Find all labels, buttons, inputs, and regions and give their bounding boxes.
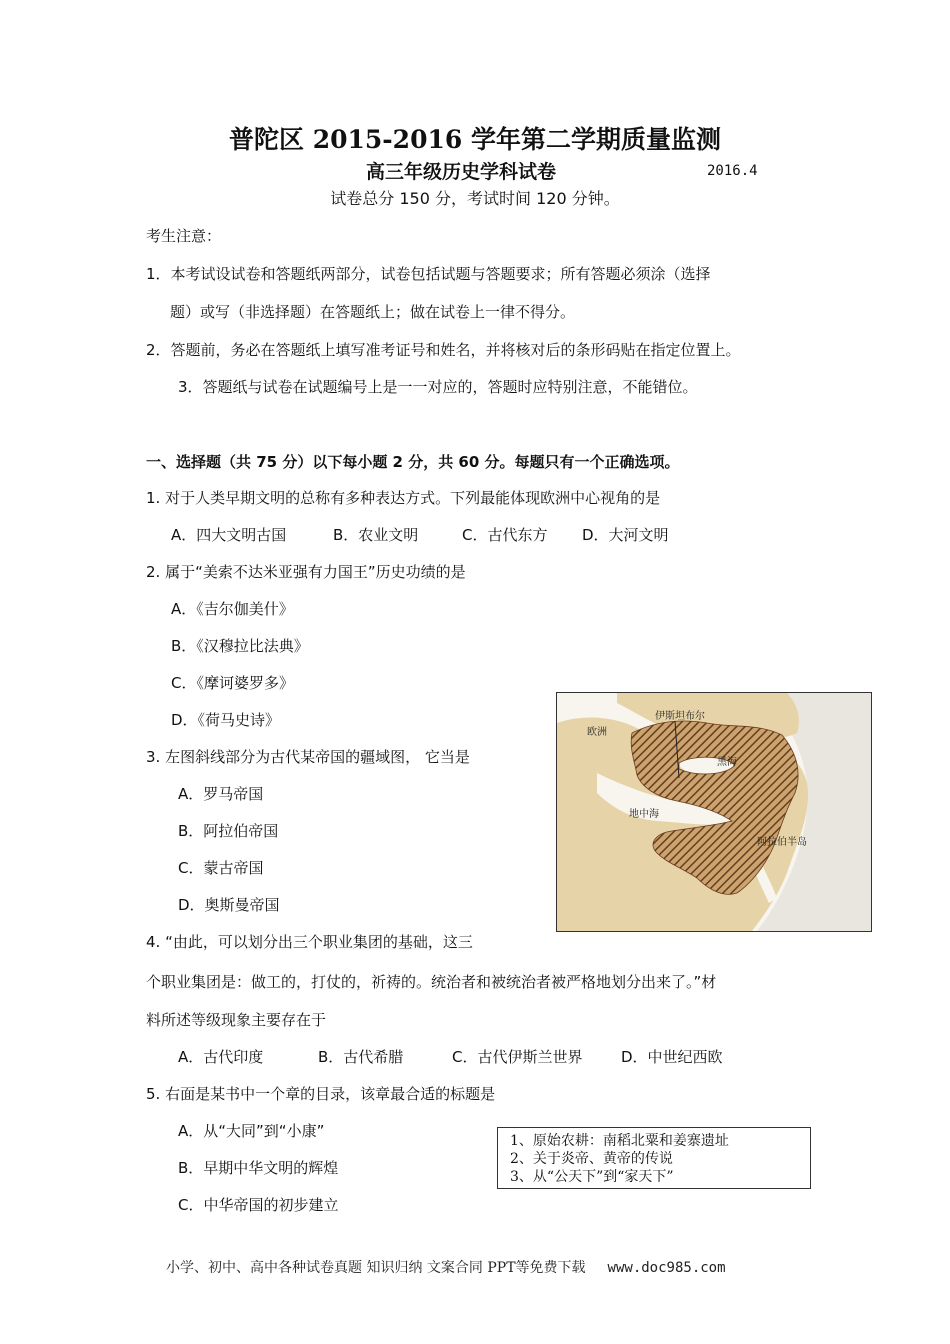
q5-stem: 5. 右面是某书中一个章的目录，该章最合适的标题是 — [146, 1085, 496, 1103]
footer — [166, 1257, 726, 1277]
map-label-blacksea: 黑海 — [717, 757, 737, 768]
map-label-europe: 欧洲 — [587, 727, 607, 738]
empire-map-graphic — [557, 693, 871, 931]
q2-option-c: C．《摩诃婆罗多》 — [171, 674, 294, 692]
q4-option-a: A．古代印度 — [178, 1048, 264, 1066]
notice-heading: 考生注意： — [146, 227, 222, 245]
q5-toc-box — [497, 1127, 811, 1189]
map-label-mediterranean: 地中海 — [629, 809, 659, 820]
q3-option-a: A．罗马帝国 — [178, 785, 264, 803]
q2-option-d: D．《荷马史诗》 — [171, 711, 281, 729]
q2-option-a: A．《吉尔伽美什》 — [171, 600, 294, 618]
q1-option-d: D．大河文明 — [582, 526, 669, 544]
q4-option-b: B．古代希腊 — [318, 1048, 404, 1066]
empire-map — [556, 692, 872, 932]
footer-text: 小学、初中、高中各种试卷真题 知识归纳 文案合同 PPT等免费下载 — [166, 1260, 586, 1276]
footer-url[interactable]: www.doc985.com — [607, 1260, 726, 1276]
toc-item-1: 1、原始农耕：南稻北粟和姜寨遗址 — [510, 1133, 729, 1149]
notice-item-1-cont: 题）或写（非选择题）在答题纸上；做在试卷上一律不得分。 — [170, 303, 576, 321]
q3-option-b: B．阿拉伯帝国 — [178, 822, 279, 840]
q2-stem: 2. 属于“美索不达米亚强有力国王”历史功绩的是 — [146, 563, 466, 581]
toc-item-2: 2、关于炎帝、黄帝的传说 — [510, 1151, 673, 1167]
q3-stem: 3. 左图斜线部分为古代某帝国的疆域图， 它当是 — [146, 748, 470, 766]
q1-stem: 1. 对于人类早期文明的总称有多种表达方式。下列最能体现欧洲中心视角的是 — [146, 489, 661, 507]
q4-stem-cont: 个职业集团是：做工的，打仗的，祈祷的。统治者和被统治者被严格地划分出来了。”材 — [146, 973, 717, 991]
notice-item-1: 1．本考试设试卷和答题纸两部分，试卷包括试题与答题要求；所有答题必须涂（选择 — [146, 265, 711, 283]
map-label-istanbul: 伊斯坦布尔 — [655, 711, 705, 722]
q4-stem-end: 料所述等级现象主要存在于 — [146, 1011, 327, 1029]
exam-subtitle: 高三年级历史学科试卷 — [366, 161, 557, 183]
notice-item-2: 2．答题前，务必在答题纸上填写准考证号和姓名，并将核对后的条形码贴在指定位置上。 — [146, 341, 741, 359]
toc-item-3: 3、从“公天下”到“家天下” — [510, 1169, 674, 1185]
exam-date: 2016.4 — [707, 163, 758, 179]
exam-title: 普陀区 2015-2016 学年第二学期质量监测 — [229, 125, 721, 154]
q1-option-b: B．农业文明 — [333, 526, 419, 544]
notice-item-3: 3．答题纸与试卷在试题编号上是一一对应的，答题时应特别注意，不能错位。 — [178, 378, 698, 396]
q1-option-a: A．四大文明古国 — [171, 526, 287, 544]
q4-stem: 4. “由此，可以划分出三个职业集团的基础，这三 — [146, 933, 473, 951]
q1-option-c: C．古代东方 — [462, 526, 548, 544]
q3-option-d: D．奥斯曼帝国 — [178, 896, 280, 914]
q4-option-c: C．古代伊斯兰世界 — [452, 1048, 583, 1066]
exam-info: 试卷总分 150 分，考试时间 120 分钟。 — [330, 189, 620, 208]
map-label-arabia: 阿拉伯半岛 — [757, 837, 807, 848]
q4-option-d: D．中世纪西欧 — [621, 1048, 723, 1066]
q3-option-c: C．蒙古帝国 — [178, 859, 264, 877]
q2-option-b: B．《汉穆拉比法典》 — [171, 637, 309, 655]
section-heading: 一、选择题（共 75 分）以下每小题 2 分，共 60 分。每题只有一个正确选项。 — [146, 453, 680, 471]
q5-option-c: C．中华帝国的初步建立 — [178, 1196, 339, 1214]
q5-option-b: B．早期中华文明的辉煌 — [178, 1159, 339, 1177]
q5-option-a: A．从“大同”到“小康” — [178, 1122, 325, 1140]
